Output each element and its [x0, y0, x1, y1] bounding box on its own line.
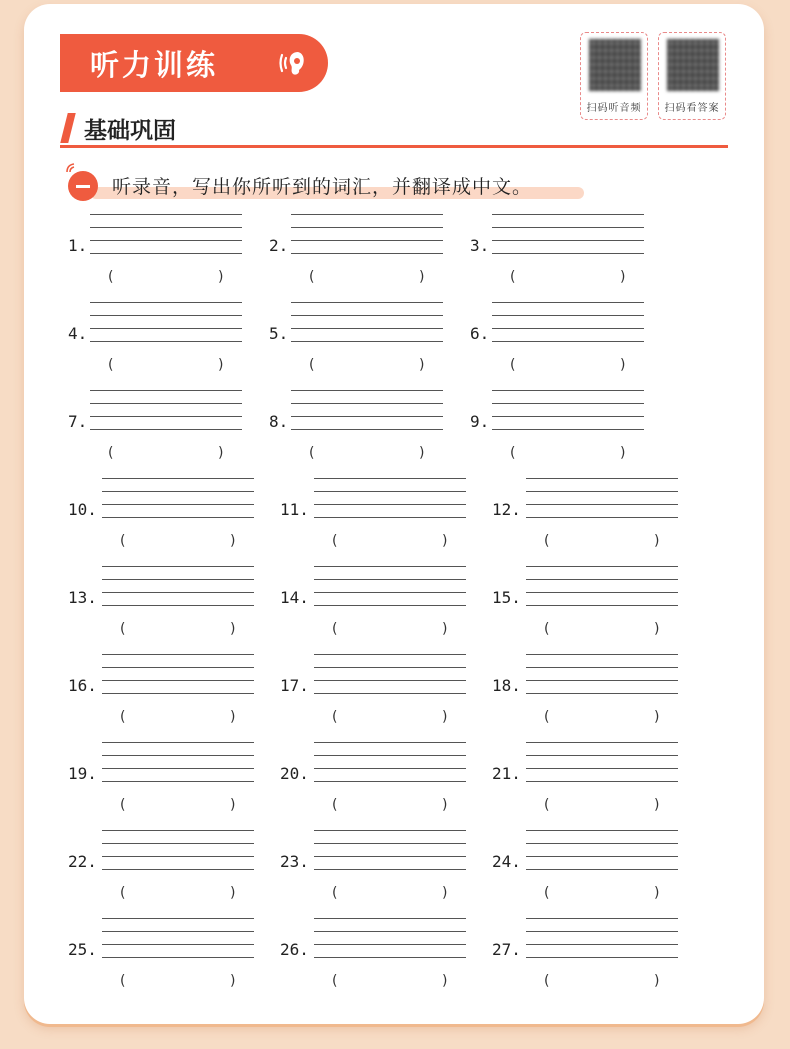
exercise-item	[492, 478, 692, 558]
item-number: 4.	[68, 324, 88, 343]
writing-line	[526, 957, 678, 958]
listening-training-banner	[60, 34, 328, 92]
writing-line	[291, 302, 443, 303]
number-one-badge	[68, 171, 98, 201]
exercise-item	[68, 390, 268, 470]
writing-line	[526, 504, 678, 505]
answer-writing-lines[interactable]	[291, 302, 443, 352]
answer-writing-lines[interactable]	[492, 214, 644, 264]
translation-paren-open: (	[332, 533, 338, 549]
writing-line	[291, 214, 443, 215]
writing-line	[102, 944, 254, 945]
exercise-item	[492, 830, 692, 910]
item-number: 3.	[470, 236, 490, 255]
translation-paren-open: (	[544, 709, 550, 725]
item-number: 25.	[68, 940, 97, 959]
answer-writing-lines[interactable]	[492, 390, 644, 440]
item-number: 18.	[492, 676, 521, 695]
translation-paren-open: (	[309, 269, 315, 285]
writing-line	[492, 227, 644, 228]
writing-line	[90, 214, 242, 215]
writing-line	[526, 605, 678, 606]
writing-line	[526, 768, 678, 769]
ear-sound-icon	[276, 46, 310, 80]
translation-paren-close: )	[442, 621, 448, 637]
writing-line	[90, 390, 242, 391]
translation-paren-close: )	[419, 269, 425, 285]
translation-paren-open: (	[108, 445, 114, 461]
writing-line	[314, 869, 466, 870]
writing-line	[102, 755, 254, 756]
translation-paren-open: (	[510, 357, 516, 373]
item-number: 13.	[68, 588, 97, 607]
writing-line	[314, 856, 466, 857]
qr-audio-card[interactable]	[580, 32, 648, 120]
writing-line	[102, 768, 254, 769]
writing-line	[90, 227, 242, 228]
translation-paren-close: )	[230, 621, 236, 637]
writing-line	[314, 517, 466, 518]
exercise-item	[280, 478, 480, 558]
translation-paren-close: )	[230, 709, 236, 725]
translation-paren-close: )	[654, 973, 660, 989]
writing-line	[526, 680, 678, 681]
writing-line	[526, 566, 678, 567]
writing-line	[90, 328, 242, 329]
writing-line	[102, 918, 254, 919]
instruction-text: 听录音，写出你所听到的词汇，并翻译成中文。	[112, 176, 533, 198]
answer-writing-lines[interactable]	[526, 918, 678, 968]
item-number: 11.	[280, 500, 309, 519]
writing-line	[102, 566, 254, 567]
writing-line	[102, 478, 254, 479]
exercise-item	[280, 830, 480, 910]
writing-line	[526, 869, 678, 870]
translation-paren-open: (	[120, 533, 126, 549]
answer-writing-lines[interactable]	[314, 566, 466, 616]
translation-paren-close: )	[218, 269, 224, 285]
item-number: 12.	[492, 500, 521, 519]
translation-paren-close: )	[654, 797, 660, 813]
exercise-item	[492, 566, 692, 646]
answer-writing-lines[interactable]	[314, 654, 466, 704]
answer-writing-lines[interactable]	[314, 478, 466, 528]
exercise-item	[68, 566, 268, 646]
qr-code-image[interactable]	[667, 39, 719, 91]
answer-writing-lines[interactable]	[291, 390, 443, 440]
translation-paren-close: )	[442, 973, 448, 989]
exercise-item	[68, 302, 268, 382]
exercise-item	[280, 654, 480, 734]
item-number: 27.	[492, 940, 521, 959]
writing-line	[526, 781, 678, 782]
item-number: 21.	[492, 764, 521, 783]
translation-paren-close: )	[419, 357, 425, 373]
answer-writing-lines[interactable]	[314, 918, 466, 968]
qr-audio-label: 扫码听音频	[586, 103, 642, 114]
writing-line	[492, 253, 644, 254]
writing-line	[526, 856, 678, 857]
translation-paren-open: (	[120, 797, 126, 813]
writing-line	[526, 693, 678, 694]
writing-line	[492, 403, 644, 404]
translation-paren-close: )	[442, 709, 448, 725]
exercise-item	[470, 214, 670, 294]
exercise-item	[68, 918, 268, 998]
writing-line	[102, 605, 254, 606]
exercise-item	[269, 214, 469, 294]
answer-writing-lines[interactable]	[526, 566, 678, 616]
writing-line	[291, 429, 443, 430]
answer-writing-lines[interactable]	[102, 918, 254, 968]
translation-paren-open: (	[332, 973, 338, 989]
translation-paren-close: )	[620, 445, 626, 461]
writing-line	[526, 931, 678, 932]
writing-line	[291, 315, 443, 316]
item-number: 9.	[470, 412, 490, 431]
translation-paren-close: )	[620, 269, 626, 285]
writing-line	[492, 341, 644, 342]
section-title: 基础巩固	[84, 118, 176, 144]
item-number: 7.	[68, 412, 88, 431]
translation-paren-open: (	[120, 885, 126, 901]
writing-line	[492, 315, 644, 316]
translation-paren-open: (	[309, 445, 315, 461]
exercise-item	[280, 566, 480, 646]
answer-writing-lines[interactable]	[291, 214, 443, 264]
answer-writing-lines[interactable]	[526, 830, 678, 880]
answer-writing-lines[interactable]	[526, 478, 678, 528]
writing-line	[314, 742, 466, 743]
translation-paren-open: (	[332, 885, 338, 901]
answer-writing-lines[interactable]	[102, 478, 254, 528]
item-number: 1.	[68, 236, 88, 255]
item-number: 19.	[68, 764, 97, 783]
writing-line	[526, 491, 678, 492]
writing-line	[492, 302, 644, 303]
writing-line	[102, 693, 254, 694]
writing-line	[102, 654, 254, 655]
exercise-item	[280, 918, 480, 998]
answer-writing-lines[interactable]	[102, 742, 254, 792]
translation-paren-open: (	[332, 709, 338, 725]
translation-paren-close: )	[654, 709, 660, 725]
writing-line	[526, 592, 678, 593]
writing-line	[492, 240, 644, 241]
writing-line	[314, 566, 466, 567]
writing-line	[526, 667, 678, 668]
exercise-item	[492, 742, 692, 822]
writing-line	[102, 856, 254, 857]
translation-paren-close: )	[230, 533, 236, 549]
item-number: 5.	[269, 324, 289, 343]
writing-line	[90, 429, 242, 430]
translation-paren-close: )	[654, 885, 660, 901]
translation-paren-open: (	[108, 357, 114, 373]
writing-line	[526, 843, 678, 844]
writing-line	[526, 654, 678, 655]
writing-line	[526, 918, 678, 919]
translation-paren-close: )	[230, 885, 236, 901]
translation-paren-open: (	[309, 357, 315, 373]
writing-line	[291, 416, 443, 417]
section-divider	[60, 145, 728, 148]
answer-writing-lines[interactable]	[526, 742, 678, 792]
item-number: 20.	[280, 764, 309, 783]
exercise-item	[68, 478, 268, 558]
exercise-item	[492, 654, 692, 734]
translation-paren-open: (	[120, 709, 126, 725]
writing-line	[526, 944, 678, 945]
writing-line	[102, 931, 254, 932]
writing-line	[314, 693, 466, 694]
translation-paren-close: )	[230, 797, 236, 813]
banner-title: 听力训练	[90, 47, 219, 82]
writing-line	[291, 227, 443, 228]
translation-paren-close: )	[442, 797, 448, 813]
item-number: 14.	[280, 588, 309, 607]
writing-line	[291, 390, 443, 391]
writing-line	[90, 302, 242, 303]
translation-paren-open: (	[544, 973, 550, 989]
translation-paren-close: )	[442, 885, 448, 901]
writing-line	[314, 918, 466, 919]
writing-line	[314, 605, 466, 606]
writing-line	[90, 416, 242, 417]
item-number: 16.	[68, 676, 97, 695]
writing-line	[102, 830, 254, 831]
item-number: 22.	[68, 852, 97, 871]
writing-line	[102, 957, 254, 958]
answer-writing-lines[interactable]	[102, 830, 254, 880]
writing-line	[526, 742, 678, 743]
writing-line	[90, 341, 242, 342]
writing-line	[102, 742, 254, 743]
writing-line	[314, 931, 466, 932]
writing-line	[492, 214, 644, 215]
exercise-item	[68, 214, 268, 294]
writing-line	[526, 579, 678, 580]
translation-paren-open: (	[332, 621, 338, 637]
translation-paren-open: (	[544, 621, 550, 637]
writing-line	[314, 478, 466, 479]
writing-line	[90, 240, 242, 241]
translation-paren-open: (	[108, 269, 114, 285]
writing-line	[526, 830, 678, 831]
translation-paren-close: )	[218, 445, 224, 461]
writing-line	[291, 253, 443, 254]
writing-line	[314, 680, 466, 681]
writing-line	[102, 592, 254, 593]
translation-paren-open: (	[544, 797, 550, 813]
item-number: 15.	[492, 588, 521, 607]
exercise-item	[269, 302, 469, 382]
writing-line	[102, 579, 254, 580]
translation-paren-open: (	[544, 533, 550, 549]
answer-writing-lines[interactable]	[526, 654, 678, 704]
item-number: 26.	[280, 940, 309, 959]
qr-code-image[interactable]	[589, 39, 641, 91]
writing-line	[526, 755, 678, 756]
answer-writing-lines[interactable]	[102, 654, 254, 704]
writing-line	[314, 944, 466, 945]
item-number: 2.	[269, 236, 289, 255]
exercise-item	[470, 302, 670, 382]
item-number: 10.	[68, 500, 97, 519]
exercise-item	[280, 742, 480, 822]
writing-line	[291, 240, 443, 241]
translation-paren-close: )	[654, 621, 660, 637]
writing-line	[314, 781, 466, 782]
writing-line	[90, 403, 242, 404]
writing-line	[102, 680, 254, 681]
writing-line	[492, 416, 644, 417]
qr-answer-label: 扫码看答案	[664, 103, 720, 114]
writing-line	[526, 517, 678, 518]
answer-writing-lines[interactable]	[314, 742, 466, 792]
translation-paren-open: (	[510, 445, 516, 461]
translation-paren-close: )	[620, 357, 626, 373]
item-number: 6.	[470, 324, 490, 343]
answer-writing-lines[interactable]	[492, 302, 644, 352]
answer-writing-lines[interactable]	[90, 390, 242, 440]
writing-line	[492, 328, 644, 329]
writing-line	[314, 755, 466, 756]
writing-line	[102, 843, 254, 844]
writing-line	[314, 768, 466, 769]
item-number: 17.	[280, 676, 309, 695]
translation-paren-close: )	[654, 533, 660, 549]
writing-line	[102, 504, 254, 505]
section-marker	[60, 113, 75, 143]
item-number: 24.	[492, 852, 521, 871]
writing-line	[314, 592, 466, 593]
translation-paren-close: )	[442, 533, 448, 549]
answer-writing-lines[interactable]	[102, 566, 254, 616]
exercise-item	[470, 390, 670, 470]
exercise-item	[68, 654, 268, 734]
writing-line	[314, 667, 466, 668]
writing-line	[102, 869, 254, 870]
writing-line	[314, 957, 466, 958]
worksheet-page	[24, 4, 764, 1024]
writing-line	[90, 315, 242, 316]
translation-paren-open: (	[120, 973, 126, 989]
answer-writing-lines[interactable]	[90, 214, 242, 264]
writing-line	[90, 253, 242, 254]
exercise-item	[68, 830, 268, 910]
writing-line	[102, 491, 254, 492]
writing-line	[291, 403, 443, 404]
writing-line	[102, 517, 254, 518]
translation-paren-close: )	[218, 357, 224, 373]
writing-line	[314, 830, 466, 831]
writing-line	[492, 390, 644, 391]
translation-paren-open: (	[510, 269, 516, 285]
translation-paren-open: (	[332, 797, 338, 813]
writing-line	[291, 328, 443, 329]
writing-line	[492, 429, 644, 430]
translation-paren-open: (	[544, 885, 550, 901]
exercise-item	[68, 742, 268, 822]
answer-writing-lines[interactable]	[90, 302, 242, 352]
answer-writing-lines[interactable]	[314, 830, 466, 880]
writing-line	[526, 478, 678, 479]
qr-answer-card[interactable]	[658, 32, 726, 120]
item-number: 23.	[280, 852, 309, 871]
writing-line	[291, 341, 443, 342]
translation-paren-open: (	[120, 621, 126, 637]
exercise-item	[492, 918, 692, 998]
writing-line	[102, 781, 254, 782]
writing-line	[314, 504, 466, 505]
writing-line	[314, 654, 466, 655]
writing-line	[102, 667, 254, 668]
translation-paren-close: )	[230, 973, 236, 989]
translation-paren-close: )	[419, 445, 425, 461]
writing-line	[314, 843, 466, 844]
writing-line	[314, 491, 466, 492]
exercise-item	[269, 390, 469, 470]
item-number: 8.	[269, 412, 289, 431]
writing-line	[314, 579, 466, 580]
